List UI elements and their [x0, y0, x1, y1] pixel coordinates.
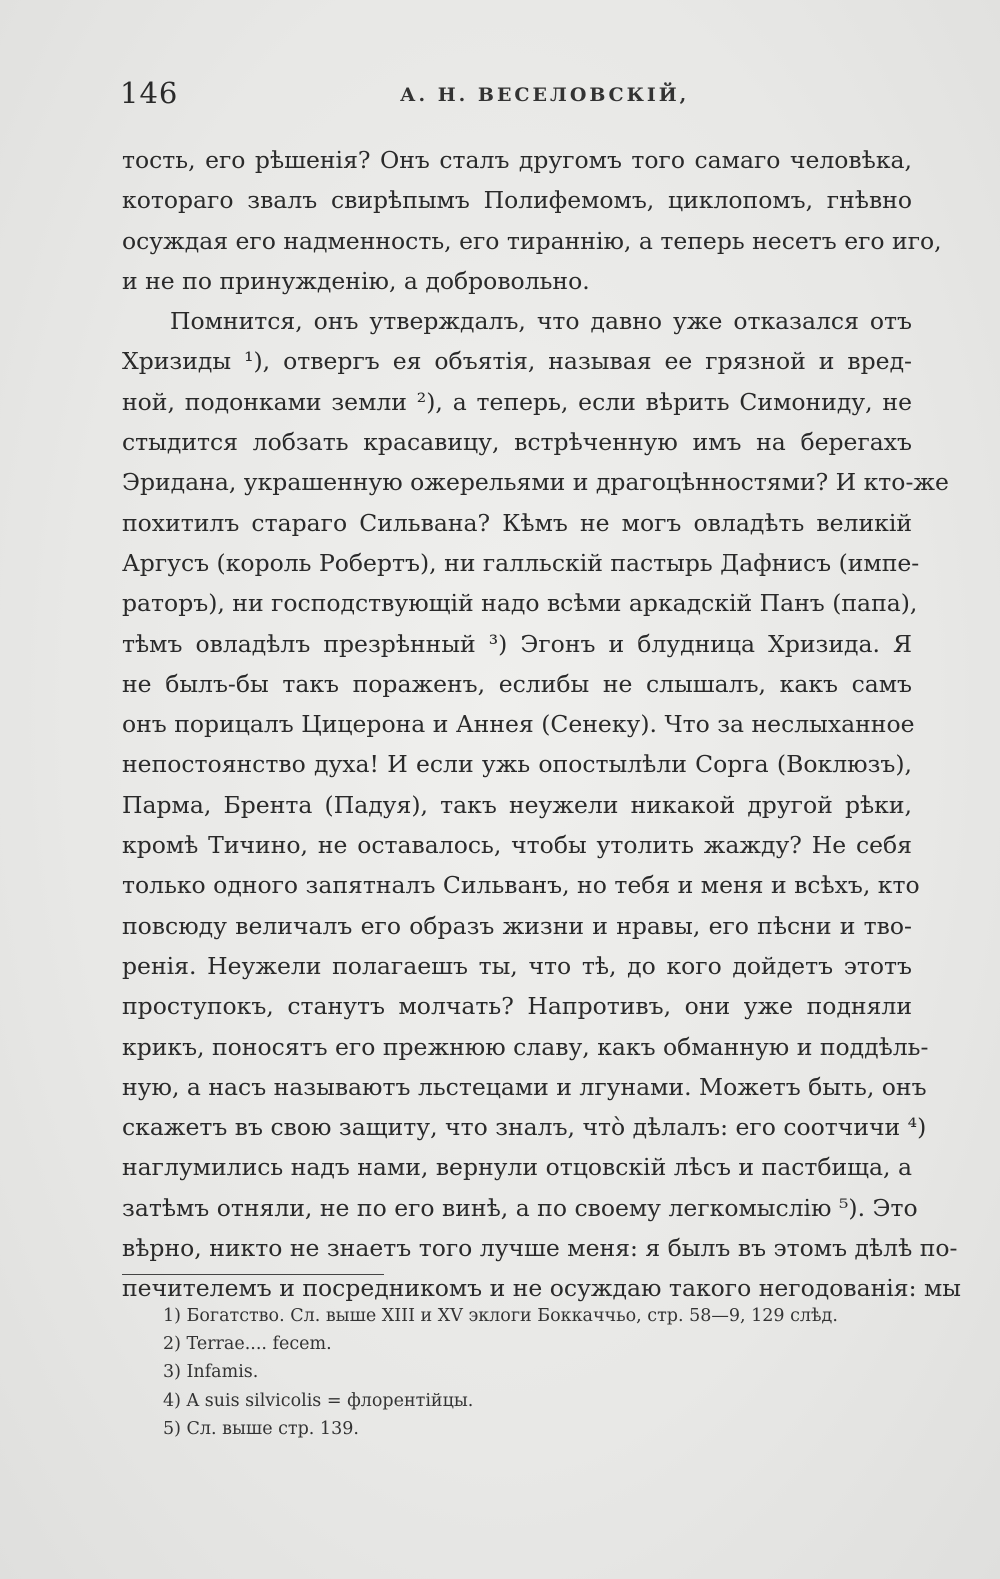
text-line: стыдится лобзать красавицу, встрѣченную имъ на берегахъ [122, 428, 912, 457]
text-line: печителемъ и посредникомъ и не осуждаю такого негодованія: мы [122, 1274, 961, 1303]
running-head: А. Н. ВЕСЕЛОВСКІЙ, [400, 84, 690, 106]
text-line: проступокъ, станутъ молчать? Напротивъ, они уже подняли [122, 992, 912, 1021]
text-line: тѣмъ овладѣлъ презрѣнный ³) Эгонъ и блудница Хризида. Я [122, 629, 912, 658]
text-line: повсюду величалъ его образъ жизни и нравы, его пѣсни и тво- [122, 911, 912, 940]
text-line: раторъ), ни господствующій надо всѣми аркадскій Панъ (папа), [122, 589, 918, 618]
text-line: котораго звалъ свирѣпымъ Полифемомъ, циклопомъ, гнѣвно [122, 186, 912, 215]
footnotes [163, 1302, 923, 1443]
text-line: только одного запятналъ Сильванъ, но тебя и меня и всѣхъ, кто [122, 871, 920, 900]
text-line: не былъ-бы такъ пораженъ, еслибы не слышалъ, какъ самъ [122, 669, 912, 698]
text-line: тость, его рѣшенія? Онъ сталъ другомъ того самаго человѣка, [122, 146, 912, 174]
text-line: и не по принужденію, а добровольно. [122, 266, 590, 295]
text-line: скажетъ въ свою защиту, что зналъ, что̀ дѣлалъ: его соотчичи ⁴) [122, 1113, 927, 1142]
footnote-4: 4) A suis silvicolis = флорентійцы. [163, 1390, 474, 1411]
text-line: непостоянство духа! И если ужь опостылѣли Сорга (Воклюзъ), [122, 750, 912, 779]
text-line: затѣмъ отняли, не по его винѣ, а по своему легкомыслію ⁵). Это [122, 1193, 918, 1222]
page-header [120, 76, 920, 116]
text-line: осуждая его надменность, его тираннію, а теперь несетъ его иго, [122, 226, 942, 255]
text-line: ную, а насъ называютъ льстецами и лгунами. Можетъ быть, онъ [122, 1072, 927, 1101]
footnote-divider [122, 1274, 384, 1275]
body-text [122, 140, 961, 1309]
text-line: крикъ, поносятъ его прежнюю славу, какъ обманную и поддѣль- [122, 1032, 929, 1061]
footnote-5: 5) Сл. выше стр. 139. [163, 1418, 359, 1439]
text-line: вѣрно, никто не знаетъ того лучше меня: я былъ въ этомъ дѣлѣ по- [122, 1234, 958, 1263]
text-line: похитилъ стараго Сильвана? Кѣмъ не могъ овладѣть великій [122, 508, 912, 537]
footnote-2: 2) Terrae.... fecem. [163, 1334, 332, 1355]
text-line: Хризиды ¹), отвергъ ея объятія, называя ее грязной и вред- [122, 347, 912, 376]
text-line: Помнится, онъ утверждалъ, что давно уже отказался отъ [170, 307, 912, 336]
text-line: ной, подонками земли ²), а теперь, если вѣрить Симониду, не [122, 387, 912, 416]
page-number: 146 [120, 76, 179, 110]
footnote-1: 1) Богатство. Сл. выше XIII и XV эклоги Боккаччьо, стр. 58—9, 129 слѣд. [163, 1306, 838, 1326]
text-line: Аргусъ (король Робертъ), ни галльскій пастырь Дафнисъ (импе- [122, 548, 920, 577]
text-line: ренія. Неужели полагаешъ ты, что тѣ, до кого дойдетъ этотъ [122, 951, 912, 980]
text-line: кромѣ Тичино, не оставалось, чтобы утолить жажду? Не себя [122, 831, 912, 860]
text-line: Эридана, украшенную ожерельями и драгоцѣнностями? И кто-же [122, 468, 949, 497]
footnote-3: 3) Infamis. [163, 1362, 259, 1383]
text-line: онъ порицалъ Цицерона и Аннея (Сенеку). Что за неслыханное [122, 710, 915, 739]
text-line: наглумились надъ нами, вернули отцовскій лѣсъ и пастбища, а [122, 1153, 912, 1182]
text-line: Парма, Брента (Падуя), такъ неужели никакой другой рѣки, [122, 790, 912, 819]
